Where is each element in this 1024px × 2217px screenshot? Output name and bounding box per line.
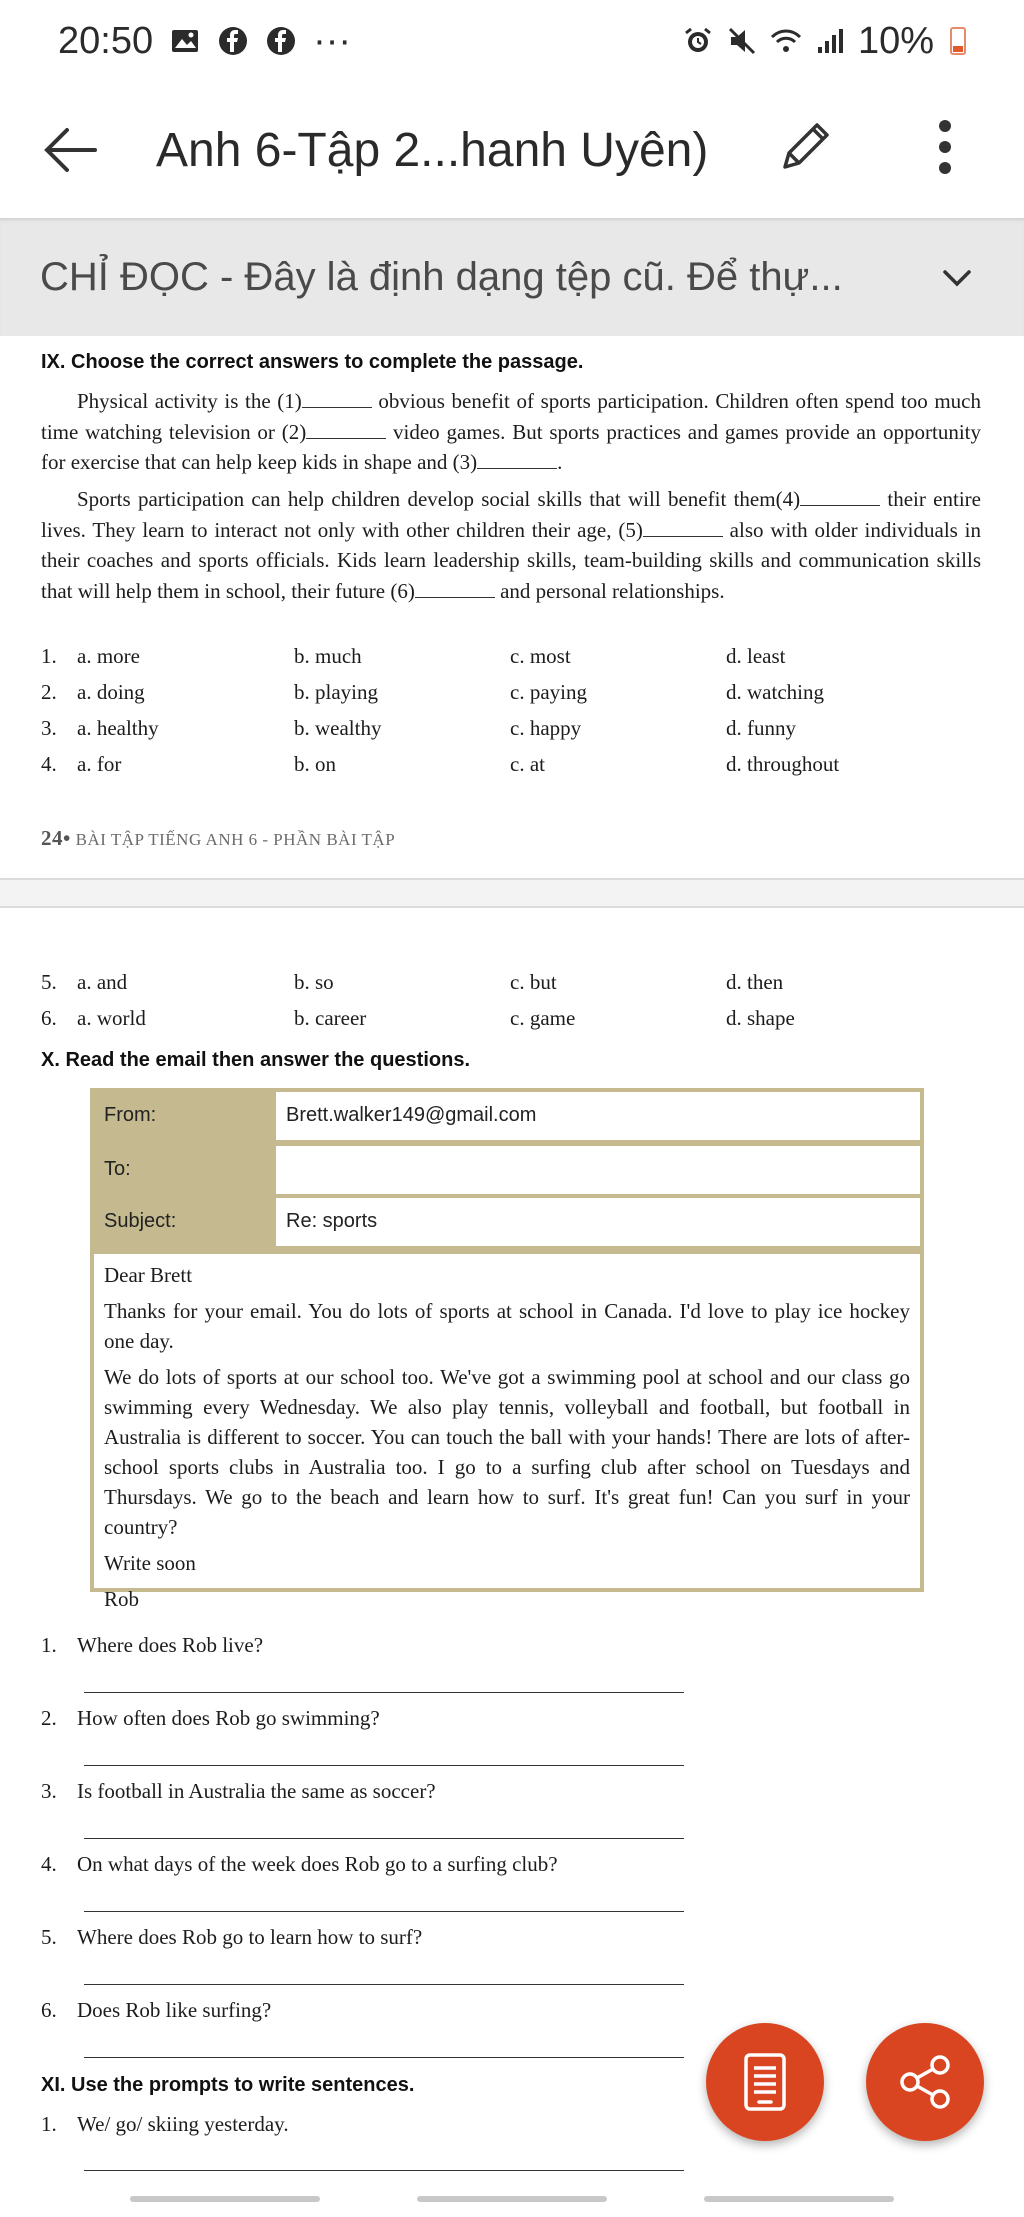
options-row-3: 3. a. healthy b. wealthy c. happy d. funny <box>41 716 796 740</box>
passage-paragraph-2: Sports participation can help children develop social skills that will benefit them(4) their entire lives. They learn to interact not only with other children their age, (5) also with older individuals in their coaches and sports officials. Kids learn leadership skills, team-building skills and communication skills that will help them in school, their future (6) and personal relationships. <box>41 487 981 603</box>
email-from-row <box>94 1092 920 1140</box>
email-closing: Write soon <box>104 1551 196 1575</box>
wifi-icon <box>770 25 802 57</box>
options-row-1: 1. a. more b. much c. most d. least <box>41 644 786 668</box>
nav-home-button[interactable] <box>417 2196 607 2202</box>
section-ix-heading: IX. Choose the correct answers to complete the passage. <box>41 351 584 373</box>
nav-back-button[interactable] <box>704 2196 894 2202</box>
pencil-icon <box>775 117 835 177</box>
answer-line <box>84 2170 684 2171</box>
email-signature: Rob <box>104 1587 140 1611</box>
answer-line <box>84 1911 684 1912</box>
edit-button[interactable] <box>770 112 840 182</box>
email-subject-row <box>94 1198 920 1246</box>
arrow-back-icon <box>43 126 99 174</box>
email-to-value <box>276 1146 920 1194</box>
signal-icon <box>814 25 846 57</box>
share-button[interactable] <box>866 2023 984 2141</box>
email-to-label: To: <box>94 1146 270 1194</box>
banner-text: CHỈ ĐỌC - Đây là định dạng tệp cũ. Để thự... <box>40 254 843 299</box>
status-more-icon: ··· <box>313 19 352 62</box>
battery-icon <box>950 27 966 55</box>
status-time: 20:50 <box>58 19 154 62</box>
page-divider <box>0 878 1024 908</box>
facebook-icon <box>217 25 249 57</box>
reader-mode-icon <box>743 2052 787 2112</box>
answer-line <box>84 2057 684 2058</box>
battery-percent: 10% <box>857 19 934 62</box>
answer-line <box>84 1984 684 1985</box>
email-from-value: Brett.walker149@gmail.com <box>276 1092 920 1140</box>
facebook-icon <box>265 25 297 57</box>
email-from-label: From: <box>94 1092 270 1140</box>
answer-line <box>84 1838 684 1839</box>
email-to-row <box>94 1146 920 1194</box>
options-row-4: 4. a. for b. on c. at d. throughout <box>41 752 840 776</box>
answer-line <box>84 1692 684 1693</box>
more-vert-icon <box>938 119 952 175</box>
email-body <box>94 1254 920 1611</box>
back-button[interactable] <box>36 115 106 185</box>
email-paragraph-2: We do lots of sports at our school too. We've got a swimming pool at school and our class go swimming every Wednesday. We also play tennis, volleyball and football, but football in Australia is different to soccer. You can touch the ball with your hands! There are lots of after-school sports clubs in Australia too. I go to a surfing club after school on Tuesdays and Thursdays. We go to the beach and learn how to surf. It's great fun! Can you surf in your country? <box>104 1365 910 1539</box>
read-only-banner[interactable] <box>0 218 1024 336</box>
email-paragraph-1: Thanks for your email. You do lots of sports at school in Canada. I'd love to play ice hockey one day. <box>104 1299 910 1353</box>
options-row-5: 5. a. and b. so c. but d. then <box>41 970 784 994</box>
reader-mode-button[interactable] <box>706 2023 824 2141</box>
section-xi-heading: XI. Use the prompts to write sentences. <box>41 2074 415 2096</box>
page-footer: 24• BÀI TẬP TIẾNG ANH 6 - PHẦN BÀI TẬP <box>41 826 396 850</box>
more-options-button[interactable] <box>920 112 970 182</box>
email-box <box>90 1088 924 1611</box>
options-row-2: 2. a. doing b. playing c. paying d. watching <box>41 680 824 704</box>
document-title: Anh 6-Tập 2...hanh Uyên) <box>156 123 709 177</box>
app-bar <box>0 82 1024 218</box>
status-bar <box>0 0 1024 82</box>
email-subject-value: Re: sports <box>276 1198 920 1246</box>
passage-paragraph-1: Physical activity is the (1) obvious benefit of sports participation. Children often spend too much time watching television or (2) video games. But sports practices and games provide an opportunity for exercise that can help keep kids in shape and (3) . <box>41 389 981 474</box>
system-nav-bar <box>0 2180 1024 2217</box>
options-row-6: 6. a. world b. career c. game d. shape <box>41 1006 795 1030</box>
email-greeting: Dear Brett <box>104 1263 193 1287</box>
email-subject-label: Subject: <box>94 1198 270 1246</box>
section-x-heading: X. Read the email then answer the questions. <box>41 1049 470 1071</box>
alarm-icon <box>682 25 714 57</box>
mute-icon <box>726 25 758 57</box>
chevron-down-icon[interactable] <box>935 256 979 300</box>
answer-line <box>84 1765 684 1766</box>
gallery-icon <box>169 25 201 57</box>
share-icon <box>896 2053 954 2111</box>
nav-recents-button[interactable] <box>130 2196 320 2202</box>
